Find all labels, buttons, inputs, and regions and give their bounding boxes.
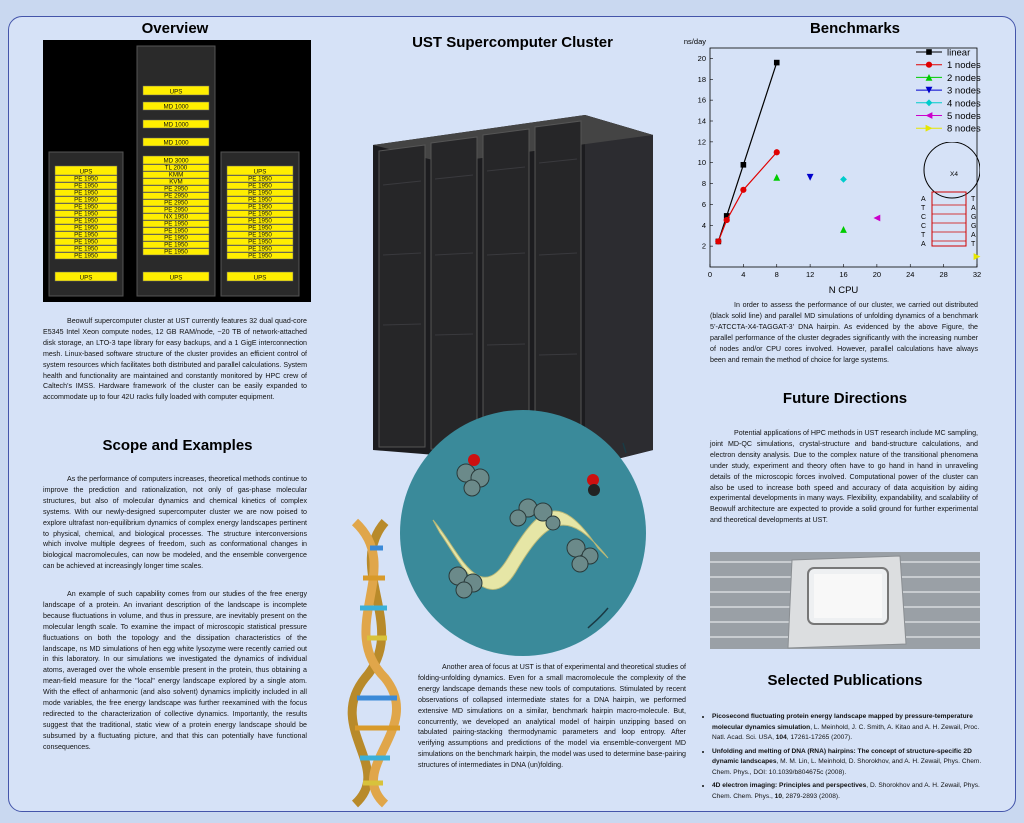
cluster-heading: UST Supercomputer Cluster (412, 34, 613, 51)
rack-svg (43, 40, 311, 302)
rack-unit-label: PE 1950 (164, 227, 188, 235)
legend-label: 2 nodes (947, 72, 981, 84)
base-left: C (921, 223, 927, 230)
base-left: A (921, 196, 926, 203)
x-tick-label: 24 (906, 270, 915, 279)
rack-unit-label: PE 1950 (74, 238, 98, 246)
rack-unit-label: NX 1950 (163, 213, 189, 221)
publication-title: Unfolding and melting of DNA (RNA) hairpins: The concept of structure-specific 2D dynamic landscapes (712, 747, 972, 765)
base-right: G (971, 214, 977, 221)
publication-title: Picosecond fluctuating protein energy landscape mapped by pressure-temperature molecular dynamics simulation (712, 713, 973, 731)
rack-unit-label: PE 1950 (74, 231, 98, 239)
x-tick-label: 28 (939, 270, 948, 279)
rack-unit-label: MD 1000 (163, 103, 189, 111)
benchmarks-heading: Benchmarks (809, 20, 901, 37)
rack-unit-label: PE 1950 (164, 241, 188, 249)
x-tick-label: 4 (741, 270, 746, 279)
hairpin-diagram (900, 142, 980, 254)
rack-unit-label: PE 1950 (248, 245, 272, 253)
y-tick-label: 14 (697, 116, 706, 126)
rack-unit-label: PE 1950 (248, 210, 272, 218)
rack-unit-label: KMM (168, 171, 184, 179)
base-right: G (971, 223, 977, 230)
rack-unit-label: TL 2000 (164, 164, 188, 172)
rack-unit-label: PE 1950 (74, 196, 98, 204)
rack-unit-label: UPS (79, 168, 93, 176)
publication-item: • Picosecond fluctuating protein energy landscape mapped by pressure-temperature molecular dynamics simulation, L. Meinhold, J. C. Smith, A. Kitao and A. H. Zewail, Proc. Natl. Acad. Sci. USA, 104, 17261-17265 (2007). (712, 712, 986, 744)
data-point (741, 162, 747, 168)
legend-marker (926, 49, 932, 55)
scope-paragraph-1: As the performance of computers increases, theoretical methods continue to improve the prediction and rationalization, not only of gas-phase molecular structures, but also of molecular dynamics and chemical kinetics of complex systems. With our newly-designed supercomputer cluster we are now poised to explore ultrafast non-equilibrium dynamics of complex energy landscapes pertinent to physical, chemical, and biological processes. The structure interconversions which involve multiple degrees of freedom, such as conformational changes in biological macromolecules, can now be modeled, and the ensemble convergence can be achieved at increasingly longer time scales. (43, 475, 307, 571)
data-point (774, 149, 780, 155)
rack-unit-label: PE 1950 (74, 245, 98, 253)
rack-unit-label: PE 1950 (248, 175, 272, 183)
publication-title: 4D electron imaging: Principles and perspectives (712, 782, 867, 789)
loop-label: X4 (950, 171, 958, 178)
rack-unit-label: PE 1950 (248, 217, 272, 225)
base-left: A (921, 241, 926, 248)
rack-diagram (43, 40, 311, 302)
rack-unit-label: UPS (253, 274, 267, 282)
data-point (740, 187, 746, 193)
rack-unit-label: PE 1950 (248, 182, 272, 190)
rack-unit-label: PE 1950 (248, 196, 272, 204)
stem-box (932, 192, 966, 246)
rack-unit-label: MD 1000 (163, 121, 189, 129)
y-tick-label: 8 (701, 179, 706, 189)
rack-unit-label: PE 1950 (248, 224, 272, 232)
legend-label: 5 nodes (947, 111, 981, 122)
dna-helix (315, 518, 415, 808)
overview-text: Beowulf supercomputer cluster at UST currently features 32 dual quad-core E5345 Intel Xeon compute nodes, 12 GB RAM/node, ~20 TB of network-attached disk storage, an LTO-3 tape library for easy backups, and a 1 GigE interconnection mesh. Linux-based software structure of the cluster provides an efficient control of system resources which facilitates both distributed and parallel calculations. System health and functionality are maintained and constantly monitored by HPC crew of Caltech’s IMSS. Hardware framework of the cluster can be easily expanded to accommodate up to four 42U racks fully loaded with computer equipment. (43, 317, 307, 402)
legend-label: linear (947, 47, 971, 59)
rack-unit-label: PE 1950 (74, 217, 98, 225)
x-tick-label: 20 (872, 270, 882, 279)
rack-unit-label: PE 1950 (74, 175, 98, 183)
legend-label: 3 nodes (947, 85, 981, 97)
y-tick-label: 20 (697, 53, 706, 63)
x-tick-label: 12 (805, 270, 815, 279)
rack-unit-label: PE 1950 (248, 238, 272, 246)
publications-list (700, 712, 986, 805)
y-axis-label: ns/day (683, 37, 706, 46)
rack-unit-label: PE 1950 (164, 248, 188, 256)
rack-unit-label: PE 2950 (164, 199, 188, 207)
base-left: T (921, 205, 926, 212)
base-left: T (921, 232, 926, 239)
rack-unit-label: PE 1950 (248, 189, 272, 197)
y-tick-label: 4 (701, 220, 706, 230)
x-axis-label: N CPU (828, 285, 859, 296)
x-tick-label: 8 (774, 270, 779, 279)
y-tick-label: 16 (697, 95, 706, 105)
rack-unit-label: PE 1950 (74, 182, 98, 190)
base-right: A (971, 205, 976, 212)
rack-unit-label: PE 1950 (248, 231, 272, 239)
rack-unit-label: PE 2950 (164, 206, 188, 214)
hairpin-loop (924, 142, 980, 198)
scope-paragraph-2: An example of such capability comes from our studies of the free energy landscape of a protein. An invariant description of the landscape is incomplete because fluctuations in volume, and thus in pressure, are inevitably present on the molecular length scale. To examine the impact of microscopic statistical pressure fluctuations on both the topology and the dissipation characteristics of the landscape, ns MD simulations of hen egg white lysozyme were recently carried out in this laboratory. In our simulations we investigated the dynamics of individual atoms, averaged over the whole ensemble present in the protein, thus obtaining a mean-field measure for the "local" energy landscape explored by a single atom. With the effect of anharmonic (and also solvent) dynamics implicitly included in all mode variables, the free energy landscape was further reexamined with the focus redirected to the characterization of collective dynamics. Importantly, the results suggest that the traditional, static view of a protein energy landscape should be subsumed by a fluctuating picture, and that this can potentially have functional consequences. (43, 590, 307, 751)
benchmarks-text: In order to assess the performance of our cluster, we carried out distributed (black solid line) and parallel MD simulations of unfolding dynamics of a benchmark 5’-ATCCTA-X4-TAGGAT-3’ DNA hairpin. As evidenced by the above Figure, the parallel performance of the cluster degrades significantly with the increasing number of nodes and/or CPU cores involved. However, parallel calculations have always been and remain the method of choice for large systems. (710, 301, 978, 364)
rack-unit-label: PE 2950 (164, 185, 188, 193)
rack-unit-label: PE 1950 (74, 224, 98, 232)
rack-unit-label: UPS (79, 274, 93, 282)
data-point (774, 60, 780, 66)
rack-unit-label: MD 3000 (163, 157, 189, 165)
publication-volume: 10 (774, 792, 783, 800)
y-tick-label: 2 (701, 241, 706, 251)
data-point (715, 238, 721, 244)
publication-item: • Unfolding and melting of DNA (RNA) hairpins: The concept of structure-specific 2D dynamic landscapes, M. M. Lin, L. Meinhold, D. Shorokhov, and A. H. Zewail, Phys. Chem. Chem. Phys., DOI: 10.1039/b804675c (2008). (712, 747, 986, 779)
y-tick-label: 10 (697, 158, 706, 168)
base-right: A (971, 232, 976, 239)
y-tick-label: 6 (701, 199, 706, 209)
x-tick-label: 16 (839, 270, 848, 279)
rack-unit-label: PE 1950 (74, 189, 98, 197)
rack-unit-label: PE 2950 (164, 192, 188, 200)
y-tick-label: 12 (697, 137, 706, 147)
base-left: C (921, 214, 927, 221)
data-point (724, 217, 730, 223)
rack-unit-label: MD 1000 (163, 139, 189, 147)
rack-unit-label: PE 1950 (248, 203, 272, 211)
publications-heading: Selected Publications (767, 672, 923, 689)
rack-unit-label: PE 1950 (74, 210, 98, 218)
rack-unit-label: UPS (253, 168, 267, 176)
rack-unit-label: KVM (169, 178, 183, 186)
scope-heading: Scope and Examples (102, 437, 253, 454)
legend-label: 8 nodes (947, 123, 981, 135)
rack-unit-label: UPS (169, 88, 183, 96)
rack-unit-label: PE 1950 (248, 252, 272, 260)
rack-unit-label: PE 1950 (74, 203, 98, 211)
center-text: Another area of focus at UST is that of experimental and theoretical studies of folding-unfolding dynamics. Even for a small macromolecule the complexity of the energy landscape demands these new tools of computations. Stimulated by recent observations of collapsed intermediate states for a DNA hairpin, we performed extensive MD simulations on a similar, benchmark hairpin macro-molecule. But, concurrently, we developed an analytical model of hairpin unzipping based on tabulated pairing-stacking thermodynamic parameters and loop entropy. After verifying assumptions and predictions of the model via ensemble-convergent MD simulations on the benchmark hairpin, the model was used to determine base-pairing structures of intermediates in DNA (un)folding. (418, 663, 686, 770)
rack-unit-label: PE 1950 (74, 252, 98, 260)
base-right: T (971, 241, 976, 248)
rack-unit-label: PE 1950 (164, 234, 188, 242)
simulation-circle (398, 408, 648, 658)
publication-item: • 4D electron imaging: Principles and perspectives, D. Shorokhov and A. H. Zewail, Phys. Chem. Chem. Phys., 10, 2879-2893 (2008). (712, 781, 986, 802)
equipment-photo (710, 552, 980, 649)
legend-marker (926, 62, 932, 68)
overview-heading: Overview (141, 20, 209, 37)
publication-volume: 104 (775, 734, 787, 741)
future-heading: Future Directions (782, 390, 908, 407)
x-tick-label: 32 (972, 270, 982, 279)
base-right: T (971, 196, 976, 203)
legend-label: 4 nodes (947, 98, 981, 110)
x-tick-label: 0 (707, 270, 713, 279)
legend-label: 1 nodes (947, 60, 981, 72)
future-text: Potential applications of HPC methods in UST research include MC sampling, joint MD-QC simulations, crystal-structure and band-structure calculations, and electron density analysis. Due to the complex nature of the transitional phenomena under study, experiment and theory often have to go hand in hand in unraveling details of the microscopic forces involved. Computational power of the cluster can also be used to increase both speed and accuracy of data acquisition by aiding experimental developments in many ways. Flexibility, expandability, and scalability of Beowulf architecture are expected to provide a solid ground for further experimental and theoretical developments at UST. (710, 429, 978, 525)
y-tick-label: 18 (697, 74, 706, 84)
rack-unit-label: PE 1950 (164, 220, 188, 228)
rack-unit-label: UPS (169, 274, 183, 282)
